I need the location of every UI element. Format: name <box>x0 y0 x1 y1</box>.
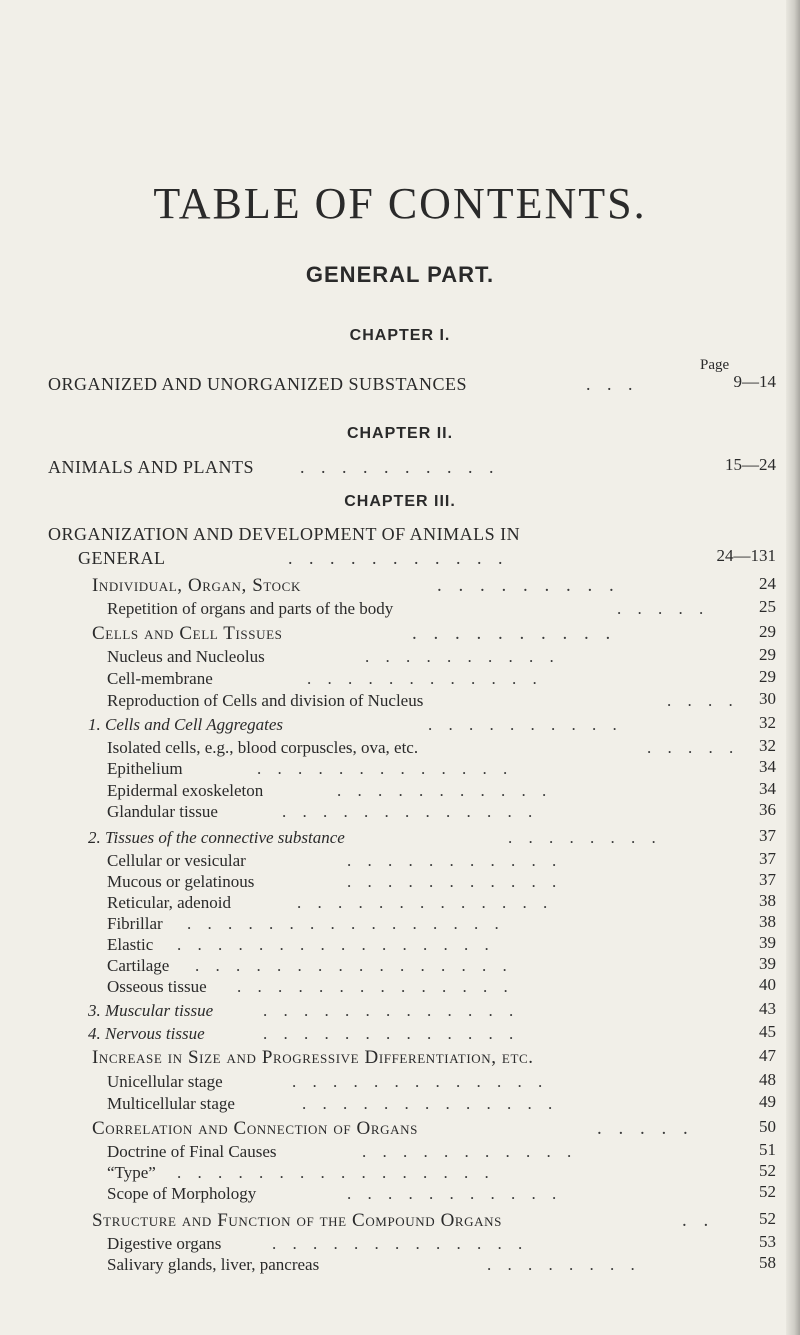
toc-entry-page: 15—24 <box>725 455 776 474</box>
toc-entry <box>78 546 776 570</box>
toc-entry <box>88 826 748 850</box>
toc-entry-page: 37 <box>759 870 776 889</box>
toc-entry <box>107 667 747 691</box>
leader-dots: . . . . . . . . . . . . . <box>263 1001 520 1020</box>
toc-entry-label: Repetition of organs and parts of the body <box>107 599 394 618</box>
toc-entry-label: Fibrillar <box>107 914 163 933</box>
toc-entry-label: 1. Cells and Cell Aggregates <box>88 715 284 734</box>
leader-dots: . . . . . . . . . . . . . <box>257 759 514 778</box>
toc-entry <box>48 522 776 546</box>
toc-section <box>92 1209 742 1233</box>
toc-entry-page: 24—131 <box>716 546 776 565</box>
toc-entry-label: Cellular or vesicular <box>107 851 246 870</box>
leader-dots: . . . . . . . . . . . <box>347 872 563 891</box>
page-column-header: Page <box>700 357 730 373</box>
toc-entry-label: Salivary glands, liver, pancreas <box>107 1255 320 1274</box>
leader-dots: . . . . . . . . <box>508 828 662 847</box>
leader-dots: . . . . . . . . . . . <box>337 781 553 800</box>
toc-entry-label: Epithelium <box>107 759 183 778</box>
toc-entry <box>107 757 747 781</box>
toc-entry-label: GENERAL <box>78 548 166 568</box>
toc-entry-page: 37 <box>759 849 776 868</box>
toc-entry-page: 34 <box>759 757 776 776</box>
leader-dots: . . . . . . . . <box>487 1255 641 1274</box>
toc-entry-page: 32 <box>759 713 776 732</box>
toc-entry <box>107 597 747 621</box>
toc-entry-page: 48 <box>759 1070 776 1089</box>
toc-entry-page: 52 <box>759 1182 776 1201</box>
toc-entry-label: Structure and Function of the Compound Organs <box>92 1210 502 1231</box>
toc-entry-page: 30 <box>759 689 776 708</box>
toc-entry <box>88 1022 748 1046</box>
toc-entry-page: 45 <box>759 1022 776 1041</box>
toc-entry-page: 49 <box>759 1092 776 1111</box>
toc-entry-label: Isolated cells, e.g., blood corpuscles, ova, etc. <box>107 738 419 757</box>
leader-dots: . . . . . . . . . . . . . . <box>237 977 514 996</box>
chapter-heading: CHAPTER II. <box>346 425 454 442</box>
toc-entry-page: 40 <box>759 975 776 994</box>
leader-dots: . . . . . . . . . . <box>428 715 623 734</box>
toc-entry-label: Elastic <box>107 935 154 954</box>
toc-entry-label: 4. Nervous tissue <box>88 1024 205 1043</box>
leader-dots: . . . . . . . . . . . . . . . . <box>187 914 505 933</box>
toc-entry-page: 29 <box>759 645 776 664</box>
toc-entry-label: Nucleus and Nucleolus <box>107 647 265 666</box>
toc-entry-label: Doctrine of Final Causes <box>107 1142 277 1161</box>
toc-entry-page: 24 <box>759 574 776 593</box>
leader-dots: . . . . . . . . . . . <box>347 851 563 870</box>
toc-entry-label: Mucous or gelatinous <box>107 872 255 891</box>
leader-dots: . . . . . . . . . . <box>300 457 500 477</box>
chapter-heading: CHAPTER III. <box>344 493 456 510</box>
toc-entry-label: Digestive organs <box>107 1234 222 1253</box>
toc-entry-page: 38 <box>759 891 776 910</box>
leader-dots: . . . . . . . . . . . <box>362 1142 578 1161</box>
leader-dots: . . . . . <box>617 599 710 618</box>
toc-entry-label: Scope of Morphology <box>107 1184 257 1203</box>
toc-entry <box>107 800 747 824</box>
toc-entry <box>107 975 747 999</box>
toc-section <box>92 574 742 598</box>
toc-entry-label: Unicellular stage <box>107 1072 223 1091</box>
toc-entry-label: Epidermal exoskeleton <box>107 781 264 800</box>
toc-entry <box>107 1092 747 1116</box>
toc-entry <box>88 713 748 737</box>
toc-entry-page: 29 <box>759 622 776 641</box>
leader-dots: . . . . . . . . . . . . . <box>302 1094 559 1113</box>
toc-entry-label: Cell-membrane <box>107 669 213 688</box>
chapter-heading: CHAPTER I. <box>349 327 451 344</box>
toc-entry-label: Multicellular stage <box>107 1094 235 1113</box>
toc-section <box>92 1117 742 1141</box>
leader-dots: . . . . . . . . . . . . . <box>292 1072 549 1091</box>
toc-entry <box>107 645 747 669</box>
leader-dots: . . . . . . . . . . . . . . . . <box>177 1163 495 1182</box>
toc-entry-page: 34 <box>759 779 776 798</box>
toc-entry-label: Cells and Cell Tissues <box>92 623 283 644</box>
toc-entry-page: 39 <box>759 954 776 973</box>
toc-entry-label: 3. Muscular tissue <box>88 1001 214 1020</box>
leader-dots: . . . . . . . . . . . . . . . . <box>177 935 495 954</box>
leader-dots: . . . . . . . . . . . <box>347 1184 563 1203</box>
toc-entry-page: 52 <box>759 1161 776 1180</box>
toc-entry-page: 58 <box>759 1253 776 1272</box>
toc-entry-page: 50 <box>759 1117 776 1136</box>
toc-entry-page: 29 <box>759 667 776 686</box>
toc-entry <box>107 1182 747 1206</box>
toc-entry-label: Reproduction of Cells and division of Nucleus <box>107 691 424 710</box>
toc-entry-page: 9—14 <box>733 372 776 391</box>
toc-section <box>92 1046 742 1070</box>
leader-dots: . . . . . . . . . . . . . . . . <box>195 956 513 975</box>
toc-entry-label: ORGANIZATION AND DEVELOPMENT OF ANIMALS IN <box>48 524 521 544</box>
toc-entry-label: Glandular tissue <box>107 802 218 821</box>
toc-entry <box>107 1070 747 1094</box>
toc-entry-page: 47 <box>759 1046 776 1065</box>
toc-entry-label: ANIMALS AND PLANTS <box>48 457 255 477</box>
toc-entry-page: 39 <box>759 933 776 952</box>
leader-dots: . . . . . . . . . . . . . <box>272 1234 529 1253</box>
leader-dots: . . . . . . . . . . . . <box>307 669 543 688</box>
leader-dots: . . . . . . . . . . <box>412 623 617 644</box>
toc-entry <box>48 372 776 396</box>
toc-entry-page: 25 <box>759 597 776 616</box>
toc-entry-label: “Type” <box>107 1163 156 1182</box>
page-title: TABLE OF CONTENTS. <box>153 179 647 228</box>
toc-entry <box>88 999 748 1023</box>
toc-entry-page: 38 <box>759 912 776 931</box>
toc-section <box>92 622 742 646</box>
leader-dots: . . . . . . . . . . . . . <box>263 1024 520 1043</box>
leader-dots: . . . . . <box>597 1118 694 1139</box>
toc-entry-label: 2. Tissues of the connective substance <box>88 828 345 847</box>
toc-entry-page: 43 <box>759 999 776 1018</box>
leader-dots: . . . . . . . . . . . . . <box>297 893 554 912</box>
toc-entry-label: Osseous tissue <box>107 977 207 996</box>
toc-entry-label: Reticular, adenoid <box>107 893 231 912</box>
toc-entry-label: Increase in Size and Progressive Differentiation, etc. <box>92 1047 534 1068</box>
toc-entry-page: 52 <box>759 1209 776 1228</box>
leader-dots: . . . . . . . . . . <box>365 647 560 666</box>
leader-dots: . . . . . . . . . . . <box>288 548 509 568</box>
toc-entry <box>107 689 747 713</box>
leader-dots: . . . . . <box>647 738 740 757</box>
toc-entry-page: 51 <box>759 1140 776 1159</box>
toc-entry-label: ORGANIZED AND UNORGANIZED SUBSTANCES <box>48 374 468 394</box>
toc-entry-page: 32 <box>759 736 776 755</box>
leader-dots: . . . <box>586 374 639 394</box>
toc-entry-page: 53 <box>759 1232 776 1251</box>
toc-entry-label: Cartilage <box>107 956 170 975</box>
toc-entry <box>48 455 776 479</box>
toc-entry-label: Individual, Organ, Stock <box>92 575 301 596</box>
toc-entry-page: 37 <box>759 826 776 845</box>
leader-dots: . . <box>682 1210 715 1231</box>
leader-dots: . . . . . . . . . <box>437 575 620 596</box>
part-heading: GENERAL PART. <box>305 262 495 287</box>
toc-entry-label: Correlation and Connection of Organs <box>92 1118 418 1139</box>
toc-entry <box>107 1253 747 1277</box>
leader-dots: . . . . <box>667 691 739 710</box>
toc-entry-page: 36 <box>759 800 776 819</box>
leader-dots: . . . . . . . . . . . . . <box>282 802 539 821</box>
